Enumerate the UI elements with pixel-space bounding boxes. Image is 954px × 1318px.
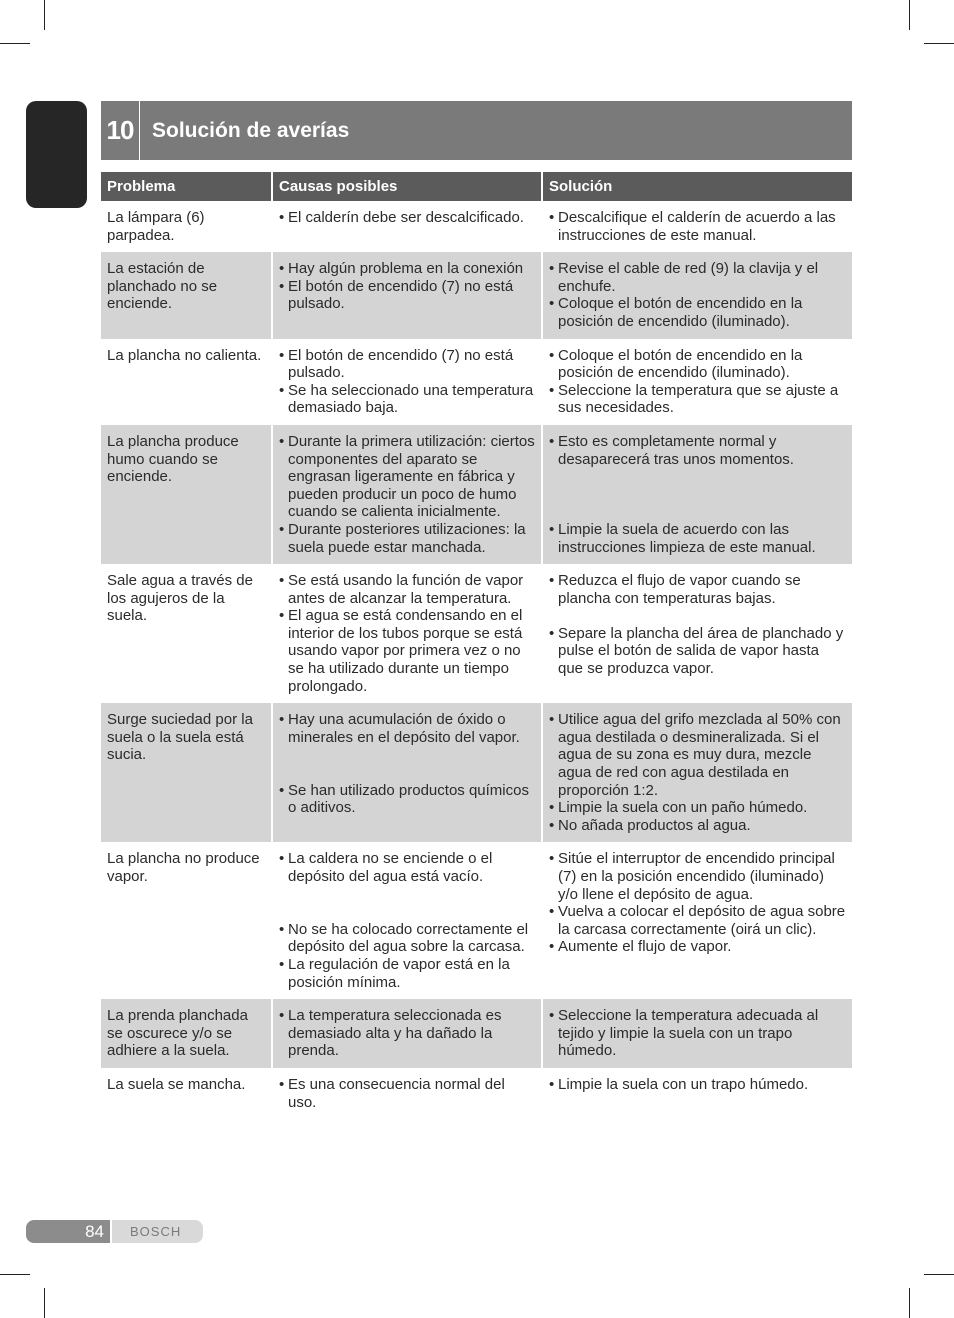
- page-number: 84: [26, 1220, 110, 1243]
- table-row: [101, 339, 852, 425]
- problem-cell: La lámpara (6) parpadea.: [107, 209, 205, 244]
- column-header-causes: Causas posibles: [272, 172, 542, 201]
- table-row: [101, 703, 852, 842]
- solution-item: • Limpie la suela de acuerdo con las instrucciones limpieza de este manual.: [549, 521, 846, 556]
- language-label: ESPAÑOL: [40, 233, 52, 288]
- causes-cell: [272, 842, 542, 999]
- causes-cell: [272, 252, 542, 338]
- problem-cell: Surge suciedad por la suela o la suela está sucia.: [101, 703, 272, 842]
- solution-cell: [542, 252, 852, 338]
- solution-cell: [542, 425, 852, 564]
- solution-item: • Coloque el botón de encendido en la posición de encendido (iluminado).: [549, 347, 846, 382]
- crop-mark: [44, 0, 45, 30]
- language-side-tab: [26, 101, 87, 288]
- solution-item: • Limpie la suela con un paño húmedo.: [549, 799, 846, 817]
- cause-item: • El calderín debe ser descalcificado.: [279, 209, 535, 227]
- crop-mark: [909, 0, 910, 30]
- table-row: [101, 201, 852, 252]
- cause-item: • Durante la primera utilización: ciertos componentes del aparato se engrasan ligeramente en fábrica y pueden producir un poco de humo cuando se calienta inicialmente.: [279, 433, 535, 521]
- causes-cell: [272, 425, 542, 564]
- table-row: [101, 1068, 852, 1119]
- section-number: 10: [101, 101, 140, 160]
- solution-cell: [542, 703, 852, 842]
- solution-cell: [542, 564, 852, 703]
- crop-mark: [909, 1288, 910, 1318]
- solution-cell: [542, 999, 852, 1068]
- solution-item: • Coloque el botón de encendido en la posición de encendido (iluminado).: [549, 295, 846, 330]
- cause-item: • El agua se está condensando en el interior de los tubos porque se está usando vapor por primera vez o no se ha utilizado durante un tiempo prolongado.: [279, 607, 535, 695]
- crop-mark: [924, 1274, 954, 1275]
- cause-item: • La caldera no se enciende o el depósito del agua está vacío.: [279, 850, 535, 885]
- crop-mark: [924, 43, 954, 44]
- problem-cell: La plancha produce humo cuando se enciende.: [101, 425, 272, 564]
- causes-cell: [272, 201, 542, 252]
- problem-cell: La prenda planchada se oscurece y/o se adhiere a la suela.: [101, 999, 272, 1068]
- causes-cell: [272, 339, 542, 425]
- solution-item: • Reduzca el flujo de vapor cuando se plancha con temperaturas bajas.: [549, 572, 846, 607]
- solution-cell: [542, 339, 852, 425]
- solution-item: • Esto es completamente normal y desaparecerá tras unos momentos.: [549, 433, 846, 468]
- cause-item: • El botón de encendido (7) no está pulsado.: [279, 347, 535, 382]
- table-row: [101, 425, 852, 564]
- cause-item: • Durante posteriores utilizaciones: la suela puede estar manchada.: [279, 521, 535, 556]
- solution-item: • Seleccione la temperatura adecuada al tejido y limpie la suela con un trapo húmedo.: [549, 1007, 846, 1060]
- crop-mark: [0, 1274, 30, 1275]
- cause-item: • Se han utilizado productos químicos o aditivos.: [279, 782, 535, 817]
- cause-item: • El botón de encendido (7) no está pulsado.: [279, 278, 535, 313]
- crop-mark: [0, 43, 30, 44]
- solution-cell: [542, 842, 852, 999]
- section-header: [101, 101, 852, 160]
- section-title: Solución de averías: [152, 118, 350, 142]
- problem-cell: Sale agua a través de los agujeros de la suela.: [107, 572, 253, 625]
- solution-item: • Separe la plancha del área de planchado y pulse el botón de salida de vapor hasta que se produzca vapor.: [549, 625, 846, 678]
- solution-cell: [542, 201, 852, 252]
- causes-cell: [272, 564, 542, 703]
- brand-label: BOSCH: [112, 1220, 203, 1243]
- solution-item: • Descalcifique el calderín de acuerdo a las instrucciones de este manual.: [549, 209, 846, 244]
- solution-item: • Utilice agua del grifo mezclada al 50% con agua destilada o desmineralizada. Si el agua de su zona es muy dura, mezcle agua de red con agua destilada en proporción 1:2.: [549, 711, 846, 799]
- crop-mark: [44, 1288, 45, 1318]
- solution-item: • Limpie la suela con un trapo húmedo.: [549, 1076, 846, 1094]
- solution-cell: [542, 1068, 852, 1119]
- solution-item: • Aumente el flujo de vapor.: [549, 938, 846, 956]
- causes-cell: [272, 703, 542, 842]
- table-header-row: [101, 172, 852, 201]
- table-row: [101, 842, 852, 999]
- cause-item: • La regulación de vapor está en la posición mínima.: [279, 956, 535, 991]
- solution-item: • Seleccione la temperatura que se ajuste a sus necesidades.: [549, 382, 846, 417]
- table-row: [101, 999, 852, 1068]
- problem-cell: La plancha no produce vapor.: [107, 850, 260, 886]
- causes-cell: [272, 1068, 542, 1119]
- problem-cell: La estación de planchado no se enciende.: [101, 252, 272, 338]
- cause-item: • Es una consecuencia normal del uso.: [279, 1076, 535, 1111]
- cause-item: • La temperatura seleccionada es demasiado alta y ha dañado la prenda.: [279, 1007, 535, 1060]
- solution-item: • Vuelva a colocar el depósito de agua sobre la carcasa correctamente (oirá un clic).: [549, 903, 846, 938]
- column-header-solution: Solución: [542, 172, 852, 201]
- cause-item: • Hay una acumulación de óxido o minerales en el depósito del vapor.: [279, 711, 535, 746]
- solution-item: • Revise el cable de red (9) la clavija y el enchufe.: [549, 260, 846, 295]
- troubleshooting-table: [101, 172, 852, 1119]
- cause-item: • No se ha colocado correctamente el depósito del agua sobre la carcasa.: [279, 921, 535, 956]
- problem-cell: La suela se mancha.: [107, 1075, 246, 1093]
- table-row: [101, 564, 852, 703]
- column-header-problem: Problema: [101, 172, 272, 201]
- solution-item: • No añada productos al agua.: [549, 817, 846, 835]
- table-row: [101, 252, 852, 338]
- problem-cell: La plancha no calienta.: [107, 346, 262, 364]
- solution-item: • Sitúe el interruptor de encendido principal (7) en la posición encendido (iluminado) y/o llene el depósito de agua.: [549, 850, 846, 903]
- causes-cell: [272, 999, 542, 1068]
- cause-item: • Hay algún problema en la conexión: [279, 260, 535, 278]
- cause-item: • Se está usando la función de vapor antes de alcanzar la temperatura.: [279, 572, 535, 607]
- cause-item: • Se ha seleccionado una temperatura demasiado baja.: [279, 382, 535, 417]
